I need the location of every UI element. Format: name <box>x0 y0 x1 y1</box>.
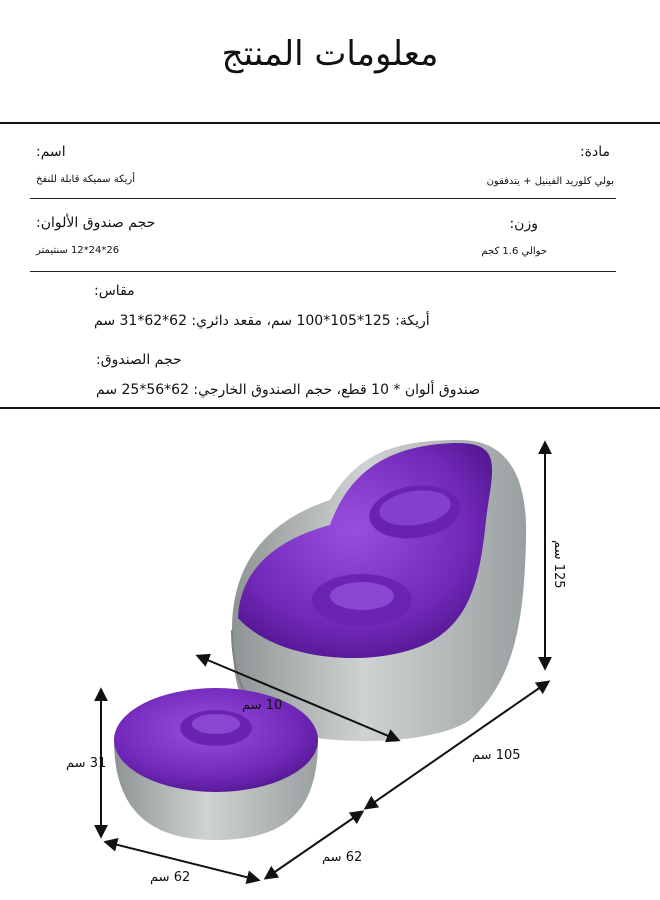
material-label: مادة: <box>579 144 610 160</box>
material-value: بولي كلوريد الفينيل + يتدفقون <box>486 176 614 187</box>
ottoman-width-label: 62 سم <box>150 870 191 885</box>
colorbox-value: 26*24*12 سنتيمتر <box>36 245 120 256</box>
colorbox-label: حجم صندوق الألوان: <box>36 215 156 231</box>
weight-label: وزن: <box>509 216 538 232</box>
sofa-image <box>232 440 526 741</box>
size-value: أريكة: 125*105*100 سم، مقعد دائري: 62*62*31 سم <box>94 313 430 329</box>
depth-sofa-label: 105 سم <box>472 748 521 763</box>
name-value: أريكة سميكة قابلة للنفخ <box>36 174 136 185</box>
carton-value: صندوق ألوان * 10 قطع، حجم الصندوق الخارجي: 62*56*25 سم <box>96 382 480 398</box>
ottoman-depth-label: 62 سم <box>322 850 363 865</box>
ottoman-image <box>114 688 318 840</box>
size-label: مقاس: <box>94 283 135 299</box>
page-title: معلومات المنتج <box>221 34 439 74</box>
height-ottoman-label: 31 سم <box>66 756 107 771</box>
name-label: اسم: <box>36 144 66 160</box>
carton-label: حجم الصندوق: <box>96 352 182 368</box>
gap-label: 10 سم <box>242 698 283 713</box>
height-sofa-label: 125 سم <box>551 540 566 589</box>
weight-value: حوالي 1.6 كجم <box>481 246 547 257</box>
